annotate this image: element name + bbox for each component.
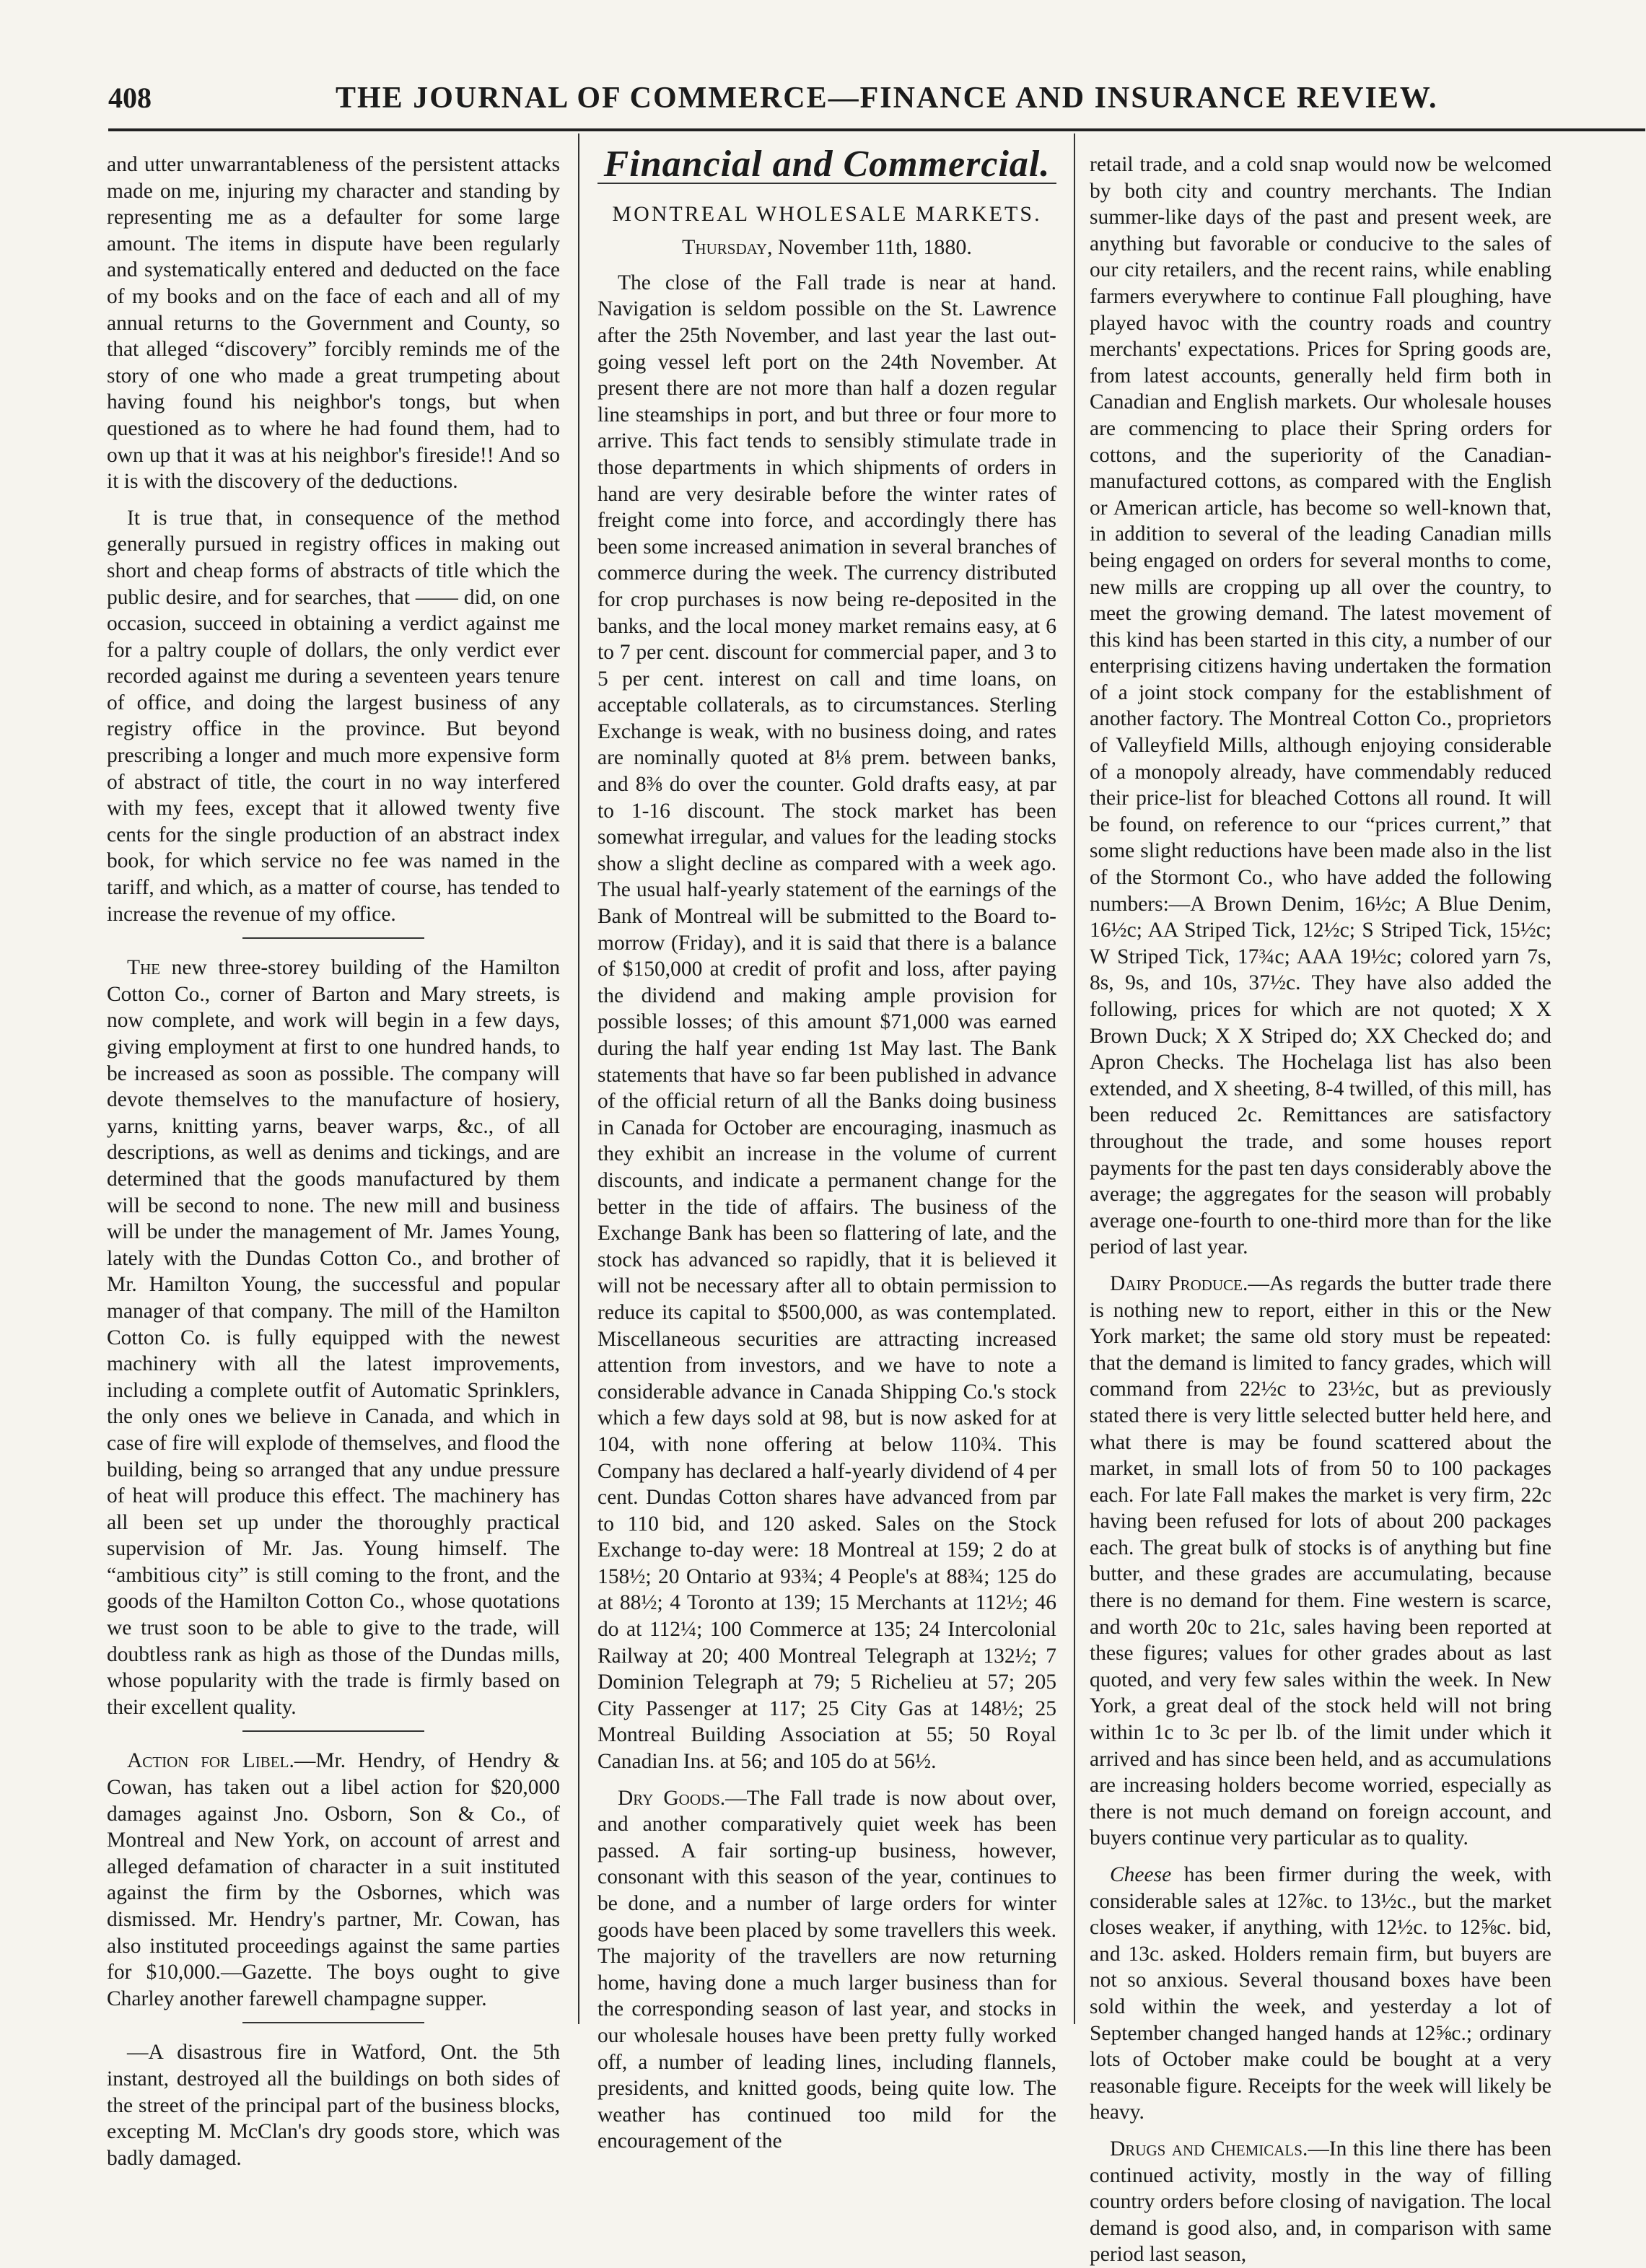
article-paragraph — [1090, 1862, 1551, 2126]
header-rule — [108, 128, 1645, 131]
paragraph-body: —Mr. Hendry, of Hendry & Cowan, has taken out a libel action for $20,000 damages against Jno. Osborn, Son & Co., of Montreal and New York, on account of arrest and alleged defamation of character in a suit instituted against the firm by the Osbornes, which was dismissed. Mr. Hendry's partner, Mr. Cowan, has also instituted proceedings against the same parties for $10,000.—Gazette. The boys ought to give Charley another farewell champagne supper. — [107, 1749, 560, 2010]
section-title: Financial and Commercial. — [603, 144, 1051, 185]
column-divider — [578, 133, 579, 2024]
article-paragraph: —A disastrous fire in Watford, Ont. the 5th instant, destroyed all the buildings on both sides of the street of the principal part of the business blocks, excepting M. McClan's dry goods store, which was badly damaged. — [107, 2041, 560, 2170]
article-paragraph — [1090, 2136, 1551, 2268]
article-paragraph: and utter unwarrantableness of the persistent attacks made on me, injuring my character and standing by representing me as a defaulter for some large amount. The items in dispute have been regularly and systematically entered and deducted on the face of my books and on the face of each and all of my annual returns to the Government and County, so that alleged “discovery” forcibly reminds me of the story of one who made a great trumpeting about having found his neighbor's tongs, but when questioned as to where he had found them, had to own up that it was at his neighbor's fireside!! And so it is with the discovery of the deductions. — [107, 153, 560, 494]
article-paragraph — [1090, 1271, 1551, 1852]
section-divider — [242, 1730, 424, 1732]
article-heading: MONTREAL WHOLESALE MARKETS. — [612, 201, 1042, 226]
paragraph-lead: Action for Libel. — [127, 1749, 294, 1773]
article-paragraph: It is true that, in consequence of the method generally pursued in registry offices in making out short and cheap forms of abstracts of title which the public desire, and for searches, that —— did, on one occasion, succeed in obtaining a verdict against me for a paltry couple of dollars, the only verdict ever recorded against me during a seventeen years tenure of office, and doing the largest business of any registry office in the province. But beyond prescribing a longer and much more expensive form of abstract of title, the court in no way interfered with my fees, except that it allowed twenty five cents for the single production of an abstract index book, for which service no fee was named in the tariff, and which, as a matter of course, has tended to increase the revenue of my office. — [107, 506, 560, 926]
paragraph-body: —The Fall trade is now about over, and another comparatively quiet week has been passed. A fair sorting-up business, however, consonant with this season of the year, continues to be done, and a number of large orders for winter goods have been placed by some travellers this week. The majority of the travellers are now returning home, having done a much larger business than for the corresponding season of last year, and stocks in our wholesale houses have been pretty fully worked off, a number of leading lines, including flannels, presidents, and knitted goods, being quite low. The weather has continued too mild for the encouragement of the — [597, 1786, 1056, 2153]
paragraph-body: —In this line there has been continued activity, mostly in the way of filling country orders before closing of navigation. The local demand is good also, and, in comparison with same period last season, — [1090, 2137, 1551, 2267]
page-number: 408 — [108, 82, 152, 114]
article-paragraph: retail trade, and a cold snap would now be welcomed by both city and country merchants. The Indian summer-like days of the past and present week, are anything but favorable or conducive to the sales of our city retailers, and the recent rains, while enabling farmers everywhere to continue Fall ploughing, have played havoc with the country roads and country merchants' expectations. Prices for Spring goods are, from latest accounts, generally held firm both in Canadian and English markets. Our wholesale houses are commencing to place their Spring orders for cottons, and the superiority of the Canadian-manufactured cottons, as compared with the English or American article, has become so well-known that, in addition to several of the leading Canadian mills being engaged on orders for several months to come, new mills are cropping up all over the country, to meet the growing demand. The latest movement of this kind has been started in this city, a number of our enterprising citizens having undertaken the formation of a joint stock company for the establishment of another factory. The Montreal Cotton Co., proprietors of Valleyfield Mills, although enjoying considerable of a monopoly already, have commendably reduced their price-list for bleached Cottons all round. It will be found, on reference to our “prices current,” that some slight reductions have been made also in the list of the Stormont Co., who have added the following numbers:—A Brown Denim, 16½c; A Blue Denim, 16½c; AA Striped Tick, 12½c; S Striped Tick, 15½c; W Striped Tick, 17¾c; AAA 19½c; colored yarn 7s, 8s, 9s, and 10s, 37½c. They have also added the following, prices for which are not quoted; X X Brown Duck; X X Striped do; XX Checked do; and Apron Checks. The Hochelaga list has also been extended, and X sheeting, 8-4 twilled, of this mill, has been reduced 2c. Remittances are satisfactory throughout the trade, and some houses report payments for the past ten days considerably above the average; the aggregates for the season will probably average one-fourth to one-third more than for the like period of last year. — [1090, 153, 1551, 1259]
paragraph-lead: Drugs and Chemicals. — [1110, 2137, 1308, 2160]
page-header — [108, 81, 1551, 124]
paragraph-lead: Dry Goods. — [618, 1786, 726, 1810]
paragraph-body: has been firmer during the week, with considerable sales at 12⅞c. to 13½c., but the market closes weaker, if anything, with 12½c. to 12⅝c. bid, and 13c. asked. Holders remain firm, but buyers are not so anxious. Several thousand boxes have been sold within the week, and yesterday a lot of September changed hanged hands at 12⅝c.; ordinary lots of October make could be bought at a very reasonable figure. Receipts for the week will likely be heavy. — [1090, 1863, 1551, 2124]
article-paragraph: The close of the Fall trade is near at hand. Navigation is seldom possible on the St. Lawrence after the 25th November, and last year the last out-going vessel left port on the 24th November. At present there are not more than half a dozen regular line steamships in port, and but three or four more to arrive. This fact tends to sensibly stimulate trade in those departments in which shipments of orders in hand are very desirable before the winter rates of freight come into force, and accordingly there has been some increased animation in several branches of commerce during the week. The currency distributed for crop purchases is now being re-deposited in the banks, and the local money market remains easy, at 6 to 7 per cent. discount for commercial paper, and 3 to 5 per cent. interest on call and time loans, on acceptable collaterals, as to circumstances. Sterling Exchange is weak, with no business doing, and rates are nominally quoted at 8⅛ prem. between banks, and 8⅜ do over the counter. Gold drafts easy, at par to 1-16 discount. The stock market has been somewhat irregular, and values for the leading stocks show a slight decline as compared with a week ago. The usual half-yearly statement of the earnings of the Bank of Montreal will be submitted to the Board to-morrow (Friday), and it is said that there is a balance of $150,000 at credit of profit and loss, after paying the dividend and making ample provision for possible losses; of this amount $71,000 was earned during the half year ending 1st May last. The Bank statements that have so far been published in advance of the official return of all the Banks doing business in Canada for October are encouraging, inasmuch as they exhibit an increase in the volume of current discounts, and indicate a permanent change for the better in the tide of affairs. The business of the Exchange Bank has been so flattering of late, and the stock has advanced so rapidly, that it is believed it will not be necessary after all to obtain permission to reduce its capital to $500,000, as was contemplated. Miscellaneous securities are attracting increased attention from investors, and we have to note a considerable advance in Canada Shipping Co.'s stock which a few days sold at 98, but is now asked for at 104, with none offering at below 110¾. This Company has declared a half-yearly dividend of 4 per cent. Dundas Cotton shares have advanced from par to 110 bid, and 120 asked. Sales on the Stock Exchange to-day were: 18 Montreal at 159; 2 do at 158½; 20 Ontario at 93¾; 4 People's at 88¾; 125 do at 88½; 4 Toronto at 139; 15 Merchants at 112½; 46 do at 112¼; 100 Commerce at 135; 24 Intercolonial Railway at 20; 400 Montreal Telegraph at 132½; 7 Dominion Telegraph at 79; 5 Richelieu at 57; 205 City Passenger at 117; 25 City Gas at 148½; 25 Montreal Building Association at 55; 50 Royal Canadian Ins. at 56; and 105 do at 56½. — [597, 271, 1056, 1774]
dateline-date: November 11th, 1880. — [772, 235, 972, 260]
running-head: THE JOURNAL OF COMMERCE—FINANCE AND INSURANCE REVIEW. — [336, 82, 1438, 115]
section-divider — [242, 937, 424, 939]
article-paragraph — [107, 955, 560, 1720]
paragraph-lead: The — [127, 956, 161, 980]
column-left — [107, 152, 560, 2170]
paragraph-lead: Cheese — [1110, 1863, 1172, 1886]
dateline-day: Thursday, — [682, 235, 773, 260]
article-paragraph — [107, 1748, 560, 2012]
column-right — [1090, 152, 1551, 2267]
column-divider — [1074, 133, 1075, 2024]
article-paragraph — [597, 1785, 1056, 2155]
dateline — [597, 235, 1056, 261]
section-divider — [242, 2022, 424, 2023]
column-middle — [597, 144, 1056, 2153]
paragraph-body: new three-storey building of the Hamilton Cotton Co., corner of Barton and Mary streets, is now complete, and work will begin in a few days, giving employment at first to one hundred hands, to be increased as soon as possible. The company will devote themselves to the manufacture of hosiery, yarns, knitting yarns, beaver warps, &c., of all descriptions, as well as denims and tickings, and are determined that the goods manufactured by them will be second to none. The new mill and business will be under the management of Mr. James Young, lately with the Dundas Cotton Co., and brother of Mr. Hamilton Young, the successful and popular manager of that company. The mill of the Hamilton Cotton Co. is fully equipped with the newest machinery with all the latest improvements, including a complete outfit of Automatic Sprinklers, the only ones we believe in Canada, and which in case of fire will explode of themselves, and flood the building, being so arranged that any undue pressure of heat will produce this effect. The machinery has all been set up under the thoroughly practical supervision of Mr. Jas. Young himself. The “ambitious city” is still coming to the front, and the goods of the Hamilton Cotton Co., whose quotations we trust soon to be able to give to the trade, will doubtless rank as high as those of the Dundas mills, whose popularity with the trade is firmly based on their excellent quality. — [107, 956, 560, 1719]
paragraph-body: —As regards the butter trade there is nothing new to report, either in this or the New York market; the same old story must be repeated: that the demand is limited to fancy grades, which will command from 22½c to 23½c, but as previously stated there is very little selected butter held here, and what there is may be found scattered about the market, in small lots of from 50 to 100 packages each. For late Fall makes the market is very firm, 22c having been refused for lots of about 200 packages each. The great bulk of stocks is of anything but fine butter, and these grades are accumulating, because there is no demand for them. Fine western is scarce, and worth 20c to 21c, sales having been reported at these figures; values for other grades about as last quoted, and very few sales within the week. In New York, a great deal of the stock held will not bring within 1c to 3c per lb. of the limit under which it arrived and has since been held, and as accumulations are increasing holders become worried, especially as there is not much demand on foreign account, and buyers continue very particular as to quality. — [1090, 1271, 1551, 1850]
paragraph-lead: Dairy Produce. — [1110, 1271, 1248, 1295]
